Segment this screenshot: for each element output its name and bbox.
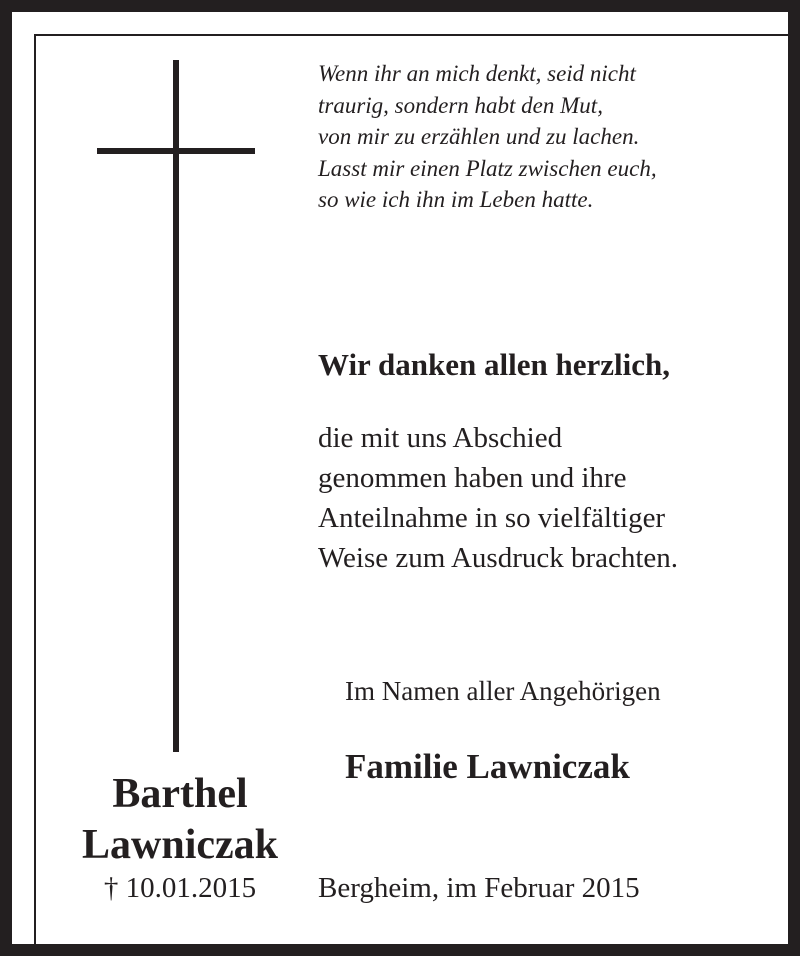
poem-line: Wenn ihr an mich denkt, seid nicht (318, 61, 636, 86)
thanks-line: Anteilnahme in so vielfältiger (318, 502, 666, 534)
poem (318, 58, 657, 216)
thanks-heading: Wir danken allen herzlich, (318, 347, 670, 382)
thanks-line: genommen haben und ihre (318, 462, 627, 494)
deceased-last-name: Lawniczak (81, 822, 278, 868)
thanks-line: die mit uns Abschied (318, 422, 563, 454)
signoff: Im Namen aller Angehörigen (345, 676, 661, 706)
poem-line: traurig, sondern habt den Mut, (318, 92, 603, 118)
cross-horizontal-bar (97, 148, 255, 154)
place-date: Bergheim, im Februar 2015 (318, 872, 640, 904)
poem-line: so wie ich ihn im Leben hatte. (318, 187, 594, 212)
thanks-body (318, 418, 678, 578)
cross-vertical-bar (173, 60, 179, 752)
poem-line: von mir zu erzählen und zu lachen. (318, 124, 640, 149)
family-name: Familie Lawniczak (345, 747, 630, 786)
poem-line: Lasst mir einen Platz zwischen euch, (318, 155, 657, 181)
thanks-line: Weise zum Ausdruck brachten. (318, 542, 679, 574)
deceased-first-name: Barthel (112, 771, 248, 817)
death-date: † 10.01.2015 (103, 872, 257, 904)
